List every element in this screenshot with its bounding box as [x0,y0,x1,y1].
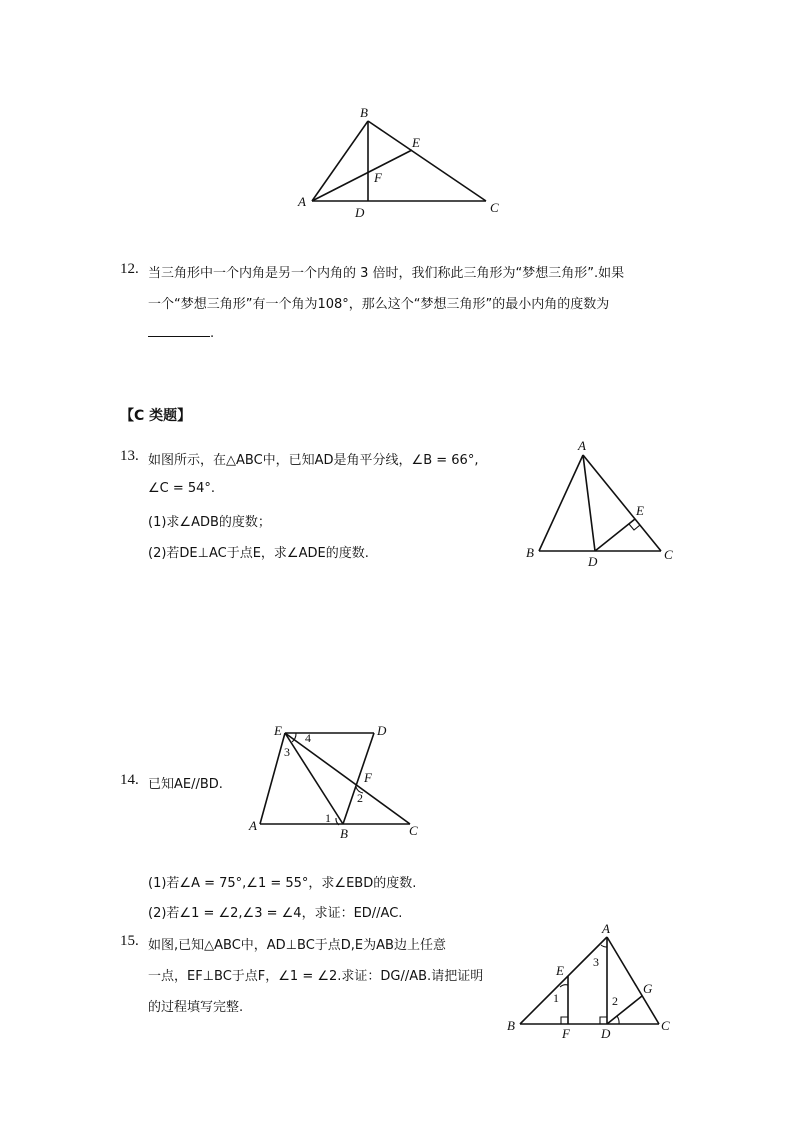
q12-line-1: 当三角形中一个内角是另一个内角的 3 倍时，我们称此三角形为“梦想三角形”.如果 [148,266,625,281]
vertex-label-f: F [562,1026,570,1041]
q15-number: 15. [120,933,139,949]
vertex-label-b: B [340,826,348,841]
q15-line-1: 如图,已知△ABC中，AD⊥BC于点D,E为AB边上任意 [148,938,446,953]
angle-label-3: 3 [284,745,290,759]
vertex-label-e: E [636,503,644,518]
q15-line-3: 的过程填写完整. [148,1000,244,1015]
vertex-label-a: A [578,438,586,453]
vertex-label-a: A [602,921,610,936]
vertex-label-d: D [601,1026,611,1041]
vertex-label-g: G [643,981,653,996]
vertex-label-b: B [507,1018,515,1033]
vertex-label-a: A [298,194,306,209]
vertex-label-e: E [556,963,564,978]
angle-label-4: 4 [305,731,311,745]
vertex-label-a: A [249,818,257,833]
q12-period: . [210,326,215,341]
vertex-label-b: B [526,545,534,560]
vertex-label-c: C [409,823,418,838]
vertex-label-b: B [360,105,368,120]
q14-part-1: (1)若∠A = 75°,∠1 = 55°，求∠EBD的度数. [148,876,417,891]
q12-number: 12. [120,261,139,277]
vertex-label-c: C [661,1018,670,1033]
vertex-label-e: E [274,723,282,738]
q14-part-2: (2)若∠1 = ∠2,∠3 = ∠4，求证：ED//AC. [148,906,403,921]
vertex-label-e: E [412,135,420,150]
q14-number: 14. [120,772,139,788]
vertex-label-f: F [364,770,372,785]
vertex-label-c: C [664,547,673,562]
angle-label-2: 2 [612,994,618,1008]
q13-line-2: ∠C = 54°. [148,481,216,496]
angle-label-1: 1 [325,811,331,825]
vertex-label-f: F [374,170,382,185]
q15-line-2: 一点，EF⊥BC于点F，∠1 = ∠2.求证：DG//AB.请把证明 [148,969,484,984]
q13-part-2: (2)若DE⊥AC于点E，求∠ADE的度数. [148,546,369,561]
vertex-label-d: D [355,205,365,220]
q13-part-1: (1)求∠ADB的度数； [148,515,271,530]
section-heading-c: 【C 类题】 [120,408,192,424]
q12-line-2: 一个“梦想三角形”有一个角为108°，那么这个“梦想三角形”的最小内角的度数为 [148,297,610,312]
q13-line-1: 如图所示，在△ABC中，已知AD是角平分线，∠B = 66°, [148,453,479,468]
q13-number: 13. [120,448,139,464]
q14-stem: 已知AE//BD. [148,777,223,792]
angle-label-1: 1 [553,991,559,1005]
vertex-label-d: D [377,723,387,738]
vertex-label-c: C [490,200,499,215]
vertex-label-d: D [588,554,598,569]
angle-label-3: 3 [593,955,599,969]
angle-label-2: 2 [357,791,363,805]
